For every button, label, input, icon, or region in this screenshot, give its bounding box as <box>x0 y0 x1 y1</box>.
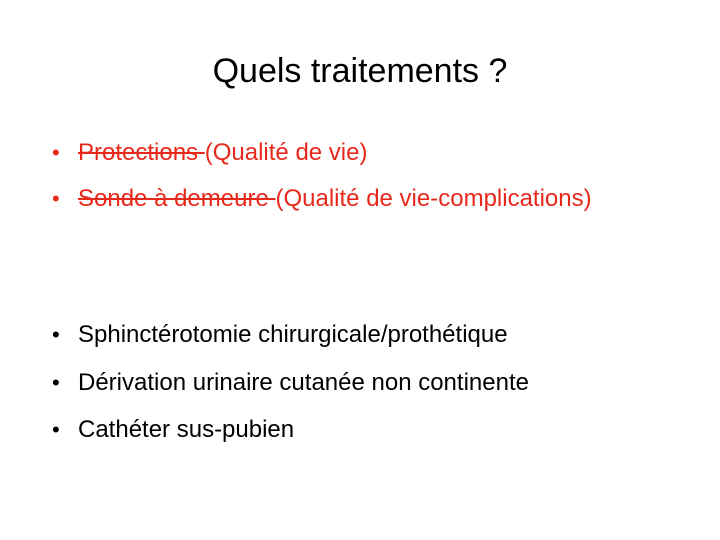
bullet-dot-icon: • <box>52 370 60 395</box>
bullet-note: (Qualité de vie-complications) <box>275 185 592 212</box>
bullet-dot-icon: • <box>52 140 60 165</box>
bullet-item-protections <box>52 138 367 168</box>
bullet-text: Sphinctérotomie chirurgicale/prothétique <box>78 321 508 348</box>
bullet-item-sonde <box>52 184 592 214</box>
bullet-text: Cathéter sus-pubien <box>78 416 295 443</box>
struck-text: Protections <box>78 139 205 166</box>
struck-text: Sonde à demeure <box>78 185 276 212</box>
bullet-dot-icon: • <box>52 186 60 211</box>
slide-title: Quels traitements ? <box>212 52 508 90</box>
bullet-dot-icon: • <box>52 417 60 442</box>
bullet-dot-icon: • <box>52 322 60 347</box>
bullet-item-sphincterotomie <box>52 320 508 350</box>
bullet-note: (Qualité de vie) <box>204 139 368 166</box>
bullet-item-catheter <box>52 415 294 445</box>
bullet-item-derivation <box>52 368 529 398</box>
bullet-text: Dérivation urinaire cutanée non continente <box>78 369 529 396</box>
